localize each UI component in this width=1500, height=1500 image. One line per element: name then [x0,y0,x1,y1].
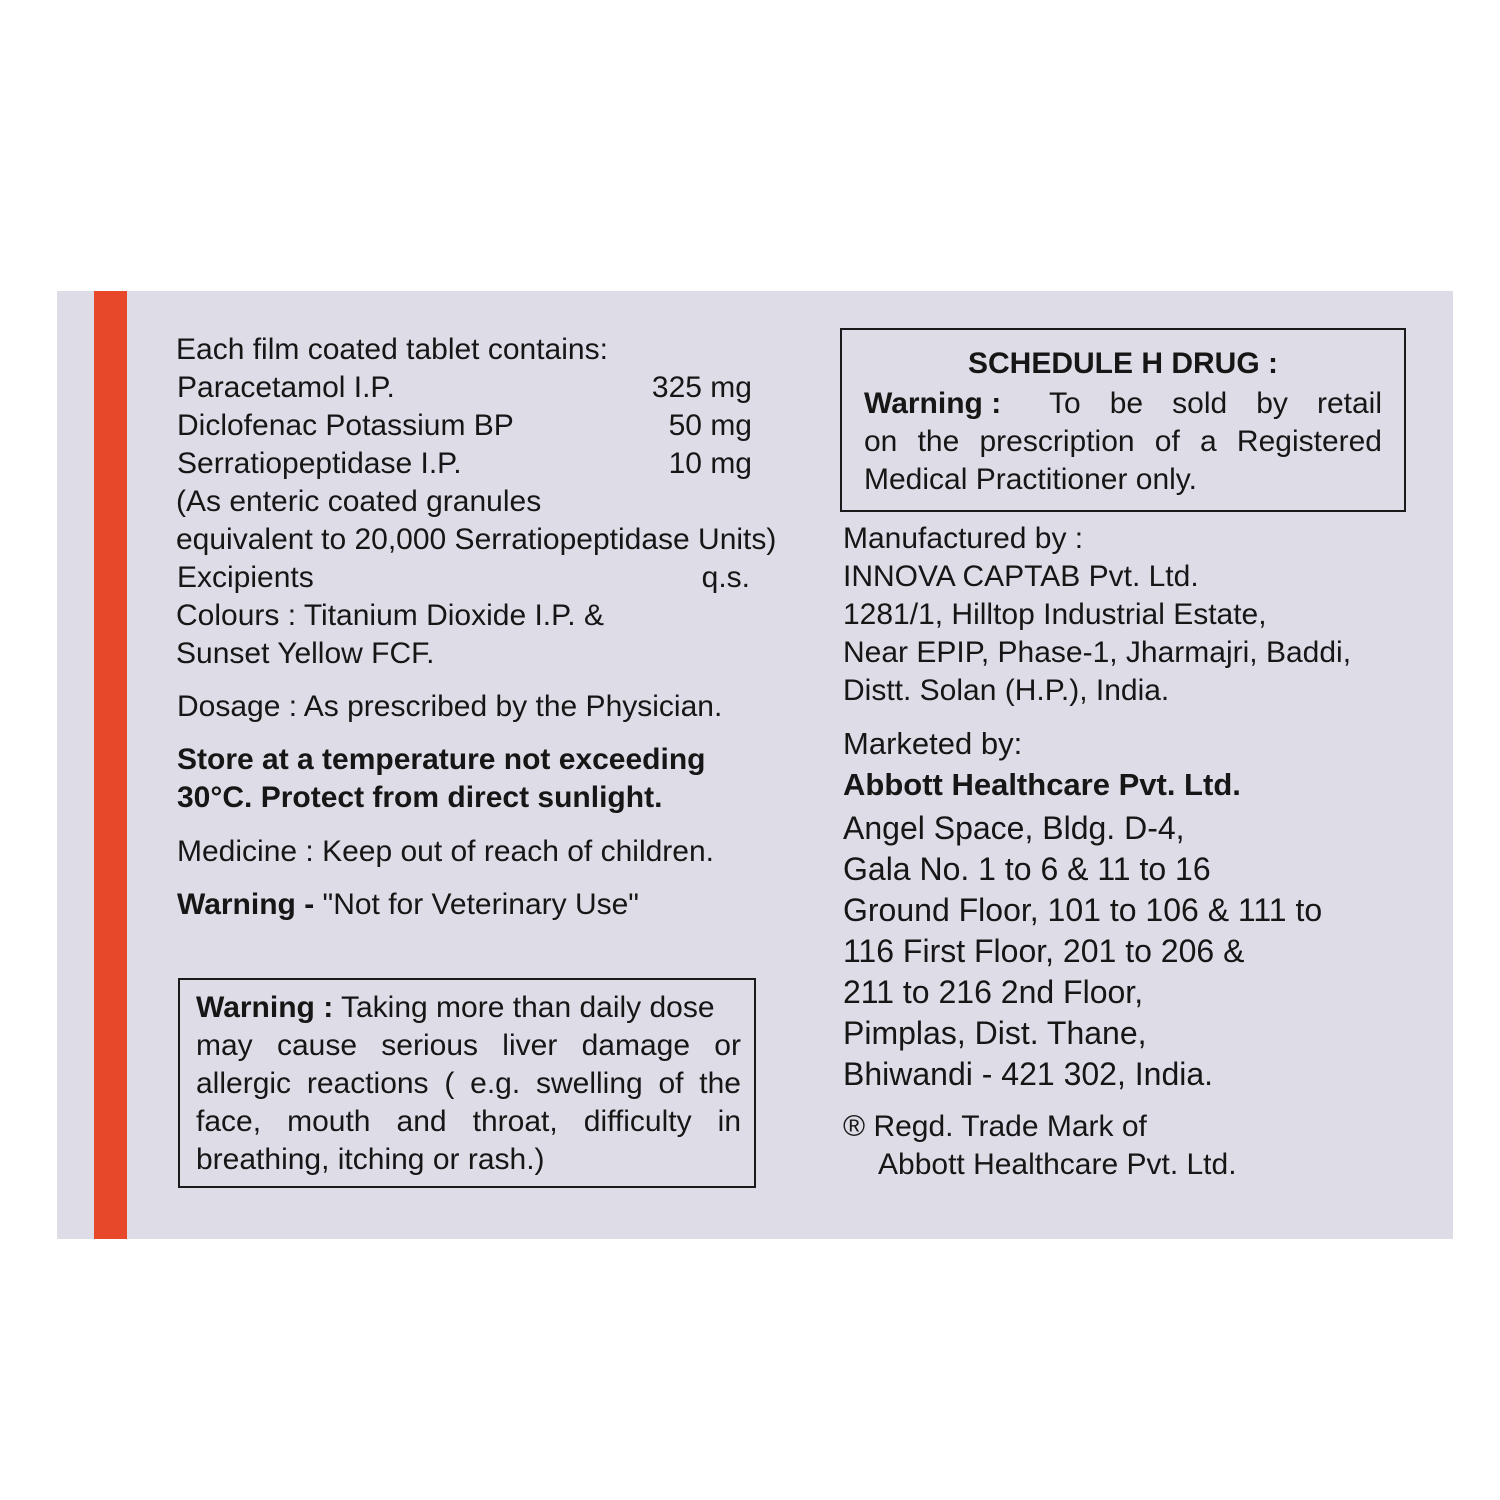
ingredient-qty: 325 mg [651,371,752,404]
schedule-warning-text: To be sold by retail [1049,387,1382,420]
marketed-by-heading: Marketed by: [843,726,1023,761]
trademark-line2: Abbott Healthcare Pvt. Ltd. [878,1148,1237,1181]
marketer-address-line: 211 to 216 2nd Floor, [843,974,1144,1010]
marketer-address-line: Bhiwandi - 421 302, India. [843,1056,1214,1092]
marketer-name: Abbott Healthcare Pvt. Ltd. [843,767,1241,802]
liver-warning-line5: breathing, itching or rash.) [196,1143,545,1176]
excipients-row [177,559,752,597]
ingredient-name: Paracetamol I.P. [177,371,395,404]
marketer-address-line: Pimplas, Dist. Thane, [843,1015,1147,1051]
schedule-warning-line1 [864,385,1382,423]
excipients-qty: q.s. [701,561,750,594]
liver-warning-label: Warning : [196,991,334,1024]
excipients-name: Excipients [177,561,314,594]
ingredient-qty: 10 mg [668,447,752,480]
manufacturer-line: Distt. Solan (H.P.), India. [843,674,1170,707]
marketer-address-line: Ground Floor, 101 to 106 & 111 to [843,892,1323,928]
liver-warning-line1 [196,989,715,1027]
colours-line1: Colours : Titanium Dioxide I.P. & [176,599,604,632]
schedule-h-title: SCHEDULE H DRUG : [967,347,1278,380]
ingredient-name: Diclofenac Potassium BP [177,409,514,442]
liver-warning-line2: may cause serious liver damage or [196,1029,741,1062]
schedule-warning-label: Warning : [864,387,1002,420]
storage-line1: Store at a temperature not exceeding [177,743,706,776]
orange-stripe [94,291,127,1239]
schedule-warning-line2: on the prescription of a Registered [864,425,1382,458]
ingredient-name: Serratiopeptidase I.P. [177,447,462,480]
storage-line2: 30°C. Protect from direct sunlight. [177,781,663,814]
composition-row [177,369,752,407]
medicine-text: Medicine : Keep out of reach of children. [177,835,714,868]
composition-heading: Each film coated tablet contains: [176,333,608,366]
granules-note-line2: equivalent to 20,000 Serratiopeptidase Units) [176,523,777,556]
colours-line2: Sunset Yellow FCF. [176,637,435,670]
manufactured-by-heading: Manufactured by : [843,522,1084,555]
liver-warning-box [178,978,756,1188]
ingredient-qty: 50 mg [668,409,752,442]
composition-row [177,407,752,445]
manufacturer-line: 1281/1, Hilltop Industrial Estate, [843,598,1267,631]
schedule-h-box [840,328,1406,512]
manufacturer-line: INNOVA CAPTAB Pvt. Ltd. [843,560,1199,593]
carton-panel [57,291,1453,1239]
trademark-line1: ® Regd. Trade Mark of [843,1110,1147,1143]
liver-warning-line3: allergic reactions ( e.g. swelling of the [196,1067,741,1100]
granules-note-line1: (As enteric coated granules [176,485,542,518]
schedule-warning-line3: Medical Practitioner only. [864,463,1197,496]
composition-row [177,445,752,483]
liver-warning-text: Taking more than daily dose [333,991,715,1024]
veterinary-warning [177,886,639,924]
marketer-address-line: Angel Space, Bldg. D-4, [843,810,1185,846]
veterinary-warning-text: "Not for Veterinary Use" [314,888,639,921]
liver-warning-line4: face, mouth and throat, difficulty in [196,1105,741,1138]
dosage-text: Dosage : As prescribed by the Physician. [177,690,723,723]
veterinary-warning-label: Warning - [177,888,315,921]
manufacturer-line: Near EPIP, Phase-1, Jharmajri, Baddi, [843,636,1352,669]
marketer-address-line: 116 First Floor, 201 to 206 & [843,933,1245,969]
marketer-address-line: Gala No. 1 to 6 & 11 to 16 [843,851,1211,887]
